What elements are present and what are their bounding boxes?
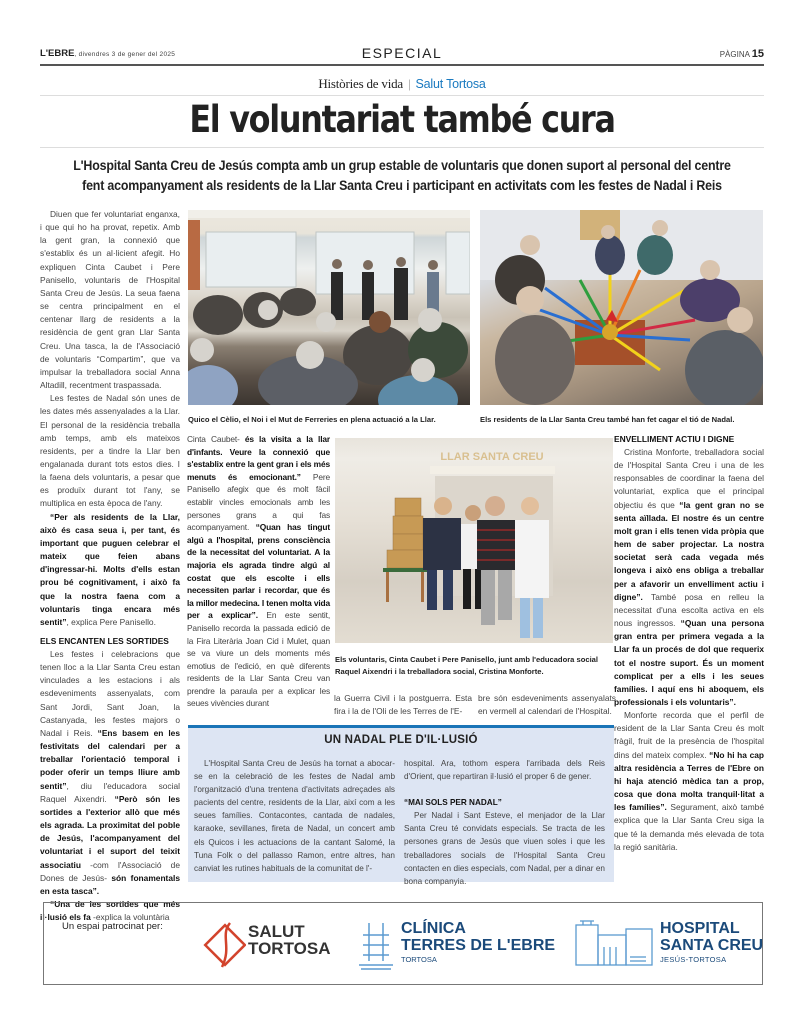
subheading: ELS ENCANTEN LES SORTIDES	[40, 636, 169, 646]
photo-caption: Els voluntaris, Cinta Caubet i Pere Panisello, junt amb l'educadora social Raquel Aixendri i la treballadora social, Cristina Monforte.	[335, 655, 599, 676]
quote: és la visita a la llar d'infants. Veure la connexió que s'establix entre la gent gran i els més menuts és emocionant.”	[187, 434, 331, 482]
subheading: ENVELLIMENT ACTIU I DIGNE	[614, 434, 735, 444]
standfirst: L'Hospital Santa Creu de Jesús compta amb un grup estable de voluntaris que donen suport al personal del centre fent acompanyament als residents de la Llar Santa Creu i participant en activitats com les festes de Nadal i Reis	[73, 158, 731, 193]
attribution: , explica Pere Panisello.	[66, 616, 156, 627]
paragraph: Diuen que fer voluntariat enganxa, i que qui ho ha provat, repetix. Amb la gent gran, la connexió que s'establix és un al·licient afegit. Ho expliquen Cinta Caubet i Pere Panisello, voluntaris de l'Hospital Santa Creu de Jesús. La seua faena se centra principalment en el centenar llarg de residents a la residència de gent gran Llar Santa Creu. Una tasca, la de l'Associació de voluntaris “Compartim”, que va impulsar la treballadora social Anna Altadill, recentment traspassada.	[40, 209, 180, 391]
box-column-2	[404, 757, 605, 888]
page-number: 15	[751, 48, 764, 60]
musicians-illustration	[188, 210, 470, 405]
text: Pere Panisello afegix que és molt fàcil establir vincles emocionals amb les persones grans a qui fas acompanyament.	[187, 471, 330, 533]
quote: “la gent gran no se senta aïllada. El nostre és un centre molt gran i ells tenen vida pròpia que hem de saber projectar. La nostra societat serà cada vegada més longeva i això ens obliga a treballar per a afavorir un envelliment actiu i digne”.	[614, 499, 764, 602]
text: Cinta Caubet-	[187, 434, 245, 444]
logo-line: CLÍNICA	[401, 920, 466, 937]
clinica-text	[401, 920, 555, 954]
logo-line: HOSPITAL	[660, 920, 740, 937]
article-continuation: la Guerra Civil i la postguerra. Esta fira i la de l'Oli de les Terres de l'E-	[334, 693, 472, 717]
photo-tio-de-nadal	[480, 210, 763, 405]
text: Cristina Monforte, treballadora social de l'Hospital Santa Creu i una de les responsables de coordinar la faena del voluntariat, explica que el principal objectiu és que	[614, 447, 764, 510]
salut-tortosa-text	[248, 923, 331, 957]
sponsor-banner	[43, 902, 763, 985]
section-name: ESPECIAL	[361, 45, 443, 61]
quote: “Una de les sortides que més il·lusió els fa	[40, 898, 180, 923]
logo-subtitle: TORTOSA	[401, 955, 437, 964]
sidebar-box	[188, 725, 614, 886]
logo-line: SALUT	[248, 922, 305, 941]
paragraph: Les festes de Nadal són unes de les dates més assenyalades a la Llar. El personal de la residència treballa amb temps, amb els mateixos residents, per a tindre la Llar ben engalanada durant tots estos dies. I la faena dels voluntaris, a pesar que es produïx durant tot l'any, se multiplica en esta època de l'any.	[40, 393, 180, 509]
paragraph	[614, 446, 764, 709]
hospital-building-icon	[574, 917, 654, 973]
paragraph	[187, 433, 330, 710]
text: -com l'Associació de Dones de Jesús-	[40, 859, 180, 883]
clinica-building-icon	[359, 917, 395, 973]
article-column-3	[614, 433, 764, 854]
quote: “Quan has tingut algú a l'hospital, prens consciència de la necessitat del voluntariat. A la majoria els agrada tindre algú al costat que els escolte i ells necessiten parlar i recordar, que és la millor medecina. I tenen molta vida per a explicar”.	[187, 522, 330, 621]
text: Les festes i celebracions que tenen lloc a la Llar Santa Creu estan vinculades a les estacions i als esdeveniments assenyalats, com Sant Jordi, Sant Joan, la Castanyada, les festes majors o Nadal i Reis.	[40, 649, 180, 738]
text: -explica la voluntària	[90, 912, 170, 923]
kicker	[40, 76, 764, 92]
divider	[40, 147, 764, 148]
quote: “Per als residents de la Llar, això és casa seua i, per tant, és important que puguen celebrar el mateix que feien abans d'ingressar-hi. Molts d'ells estan prou bé cognitivament, i això fa que la nostra faena com a voluntaris tinga encara més sentit”	[40, 511, 180, 627]
hospital-text	[660, 920, 763, 954]
paragraph: hospital. Ara, tothom espera l'arribada dels Reis d'Orient, que repartiran il·lusió el proper 6 de gener.	[404, 759, 605, 782]
photo-caption: Els residents de la Llar Santa Creu també han fet cagar el tió de Nadal.	[480, 415, 735, 424]
tio-illustration	[480, 210, 763, 405]
headline: El voluntariat també cura	[189, 98, 615, 141]
paragraph: Per Nadal i Sant Esteve, el menjador de la Llar Santa Creu té convidats especials. Se tracta de les persones grans de Jesús que viuen soles i que les treballadores socials de l'Hospital Santa Creu contacten en dies especials, com Nadal, per a dinar en bona companyia.	[404, 811, 605, 886]
paper-name: L'EBRE	[40, 48, 75, 59]
quote: són fonamentals en esta tasca”.	[40, 872, 180, 896]
subheading: “MAI SOLS PER NADAL”	[404, 798, 502, 808]
kicker-series: Històries de vida	[318, 76, 404, 91]
page-indicator	[720, 48, 764, 60]
photo-volunteers-group	[335, 438, 613, 643]
page-header	[40, 44, 764, 66]
divider	[40, 95, 764, 96]
quote: “Quan una persona gran entra per primera vegada a la Llar fa un procés de dol que requerix tot el nostre suport. És un moment complicat per a ells i les seues famílies. I aquí ens hi aboquem, els professionals i els voluntaris”.	[614, 618, 764, 707]
paragraph: L'Hospital Santa Creu de Jesús ha tornat a abocar-se en la celebració de les festes de Nadal amb l'organització d'una trentena d'activitats adreçades als pacients del centre, residents de la Llar, així com a les seues famílies. Contacontes, cantada de nadales, karaoke, sevillanes, fireta de Nadal, un concert amb els Quicos i les actuacions de la cantant Salomé, la Tuna Folk o del pallasso Ramon, entre altres, han canviat les rutines habituals de la comunitat de l'-	[194, 759, 395, 873]
article-continuation: bre són esdeveniments assenyalats en vermell al calendari de l'Hospital.	[478, 693, 616, 717]
quote: “No hi ha cap altra residència a Terres de l'Ebre on hi haja atenció mèdica tan a prop, cosa que dona molta tranquil·litat a les famílies”.	[614, 749, 765, 813]
logo-line: SANTA CREU	[660, 937, 764, 954]
salut-tortosa-logo	[202, 917, 352, 973]
kicker-brand: Salut Tortosa	[415, 77, 486, 91]
article-column-2	[187, 433, 330, 710]
text: Monforte recorda que el perfil de resident de la Llar Santa Creu és molt fràgil, fruit de la presència de l'hospital dins del mateix complex.	[614, 710, 764, 760]
paragraph	[40, 648, 180, 898]
logo-subtitle: JESÚS-TORTOSA	[660, 955, 727, 964]
text: En este sentit, Panisello recorda la passada edició de la Fira Literària Joan Cid i Mulet, quan se va viure un dels moments més emotius de l'edició, en què diferents residents de la Llar Santa Creu van prendre la paraula per a explicar les seues vivències durant	[187, 610, 330, 709]
paragraph	[614, 709, 764, 854]
salut-tortosa-diamond-icon	[202, 917, 246, 973]
sponsor-label: Un espai patrocinat per:	[62, 921, 163, 932]
box-column-1	[194, 757, 395, 875]
text: També posa en relleu la necessitat d'una escolta activa en els nous ingressos.	[614, 591, 764, 629]
page-label: PÀGINA	[719, 50, 750, 59]
box-title: UN NADAL PLE D'IL·LUSIÓ	[324, 734, 478, 746]
kicker-separator: |	[408, 76, 411, 91]
quote: “Ens basem en les festivitats del calendari per a treballar l'orientació temporal i poder oferir un temps lliure amb sentit”	[40, 727, 180, 791]
hospital-santa-creu-logo	[574, 917, 764, 973]
paragraph	[40, 511, 180, 629]
sign-text: LLAR SANTA CREU	[440, 451, 544, 463]
issue-date: , divendres 3 de gener del 2025	[74, 51, 176, 58]
clinica-terres-ebre-logo	[359, 917, 569, 973]
text: , diu l'educadora social Raquel Aixendri.	[40, 780, 180, 804]
logo-line: TORTOSA	[248, 939, 331, 958]
logo-line: TERRES DE L'EBRE	[401, 937, 556, 954]
text: Segurament, això també explica que la Llar Santa Creu siga la que té la demanda més elevada de tota la regió sanitària.	[614, 802, 764, 852]
photo-caption: Quico el Cèlio, el Noi i el Mut de Ferreries en plena actuació a la Llar.	[188, 415, 436, 424]
photo-musicians-performance	[188, 210, 470, 405]
quote: “Però són les sortides a l'exterior allò que més els agrada. La proximitat del poble de Jesús, l'acompanyament del voluntariat i el suport del teixit associatiu	[40, 793, 180, 870]
article-column-1	[40, 208, 180, 924]
group-illustration	[335, 438, 613, 643]
